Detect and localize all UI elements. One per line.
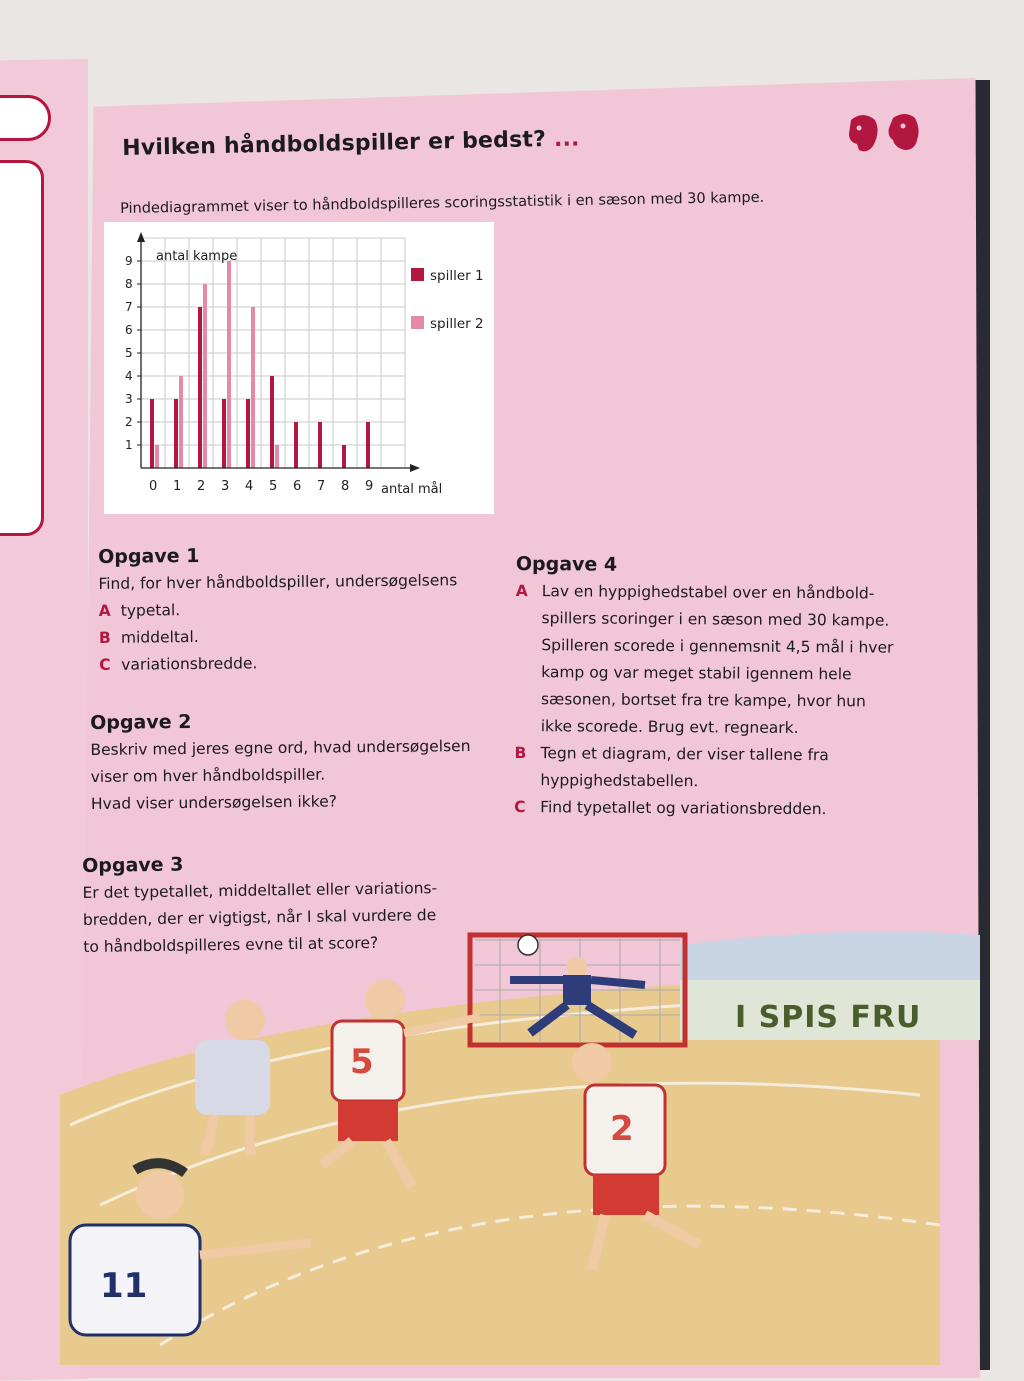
- x-axis-label: antal mål: [381, 482, 443, 497]
- task-4-title: Opgave 4: [515, 553, 618, 576]
- y-tick-label: 4: [125, 369, 133, 383]
- bar-spiller-1-5: [270, 376, 274, 468]
- chart-bars: [150, 261, 370, 468]
- bar-chart: [104, 222, 494, 514]
- task-2-line-2: viser om hver håndboldspiller.: [90, 765, 326, 786]
- y-tick-label: 2: [125, 415, 133, 429]
- task-4-item-a: [515, 578, 936, 743]
- task-1: [98, 541, 499, 679]
- x-tick-label: 0: [149, 479, 158, 494]
- left-page-box: [0, 160, 44, 536]
- task-4-b-line-2: hyppighedstabellen.: [540, 771, 699, 791]
- task-4-letter-a: A: [515, 581, 528, 601]
- bar-spiller-2-5: [275, 445, 279, 468]
- bar-spiller-1-3: [222, 399, 226, 468]
- chart-legend: [411, 268, 484, 332]
- task-2: [90, 707, 511, 818]
- bar-spiller-1-2: [198, 307, 202, 468]
- bar-spiller-1-0: [150, 399, 154, 468]
- title-dots: ...: [553, 126, 580, 152]
- task-4-a-line-1: Lav en hyppighedstabel over en håndbold-: [541, 582, 875, 603]
- banner-text: I SPIS FRU: [735, 1000, 922, 1035]
- y-tick-label: 7: [125, 300, 133, 314]
- legend-swatch: [411, 268, 424, 281]
- legend-label: spiller 1: [430, 268, 484, 284]
- intro-text: Pindediagrammet viser to håndboldspilleres scoringsstatistik i en sæson med 30 kampe.: [120, 189, 765, 217]
- spectators: [680, 932, 980, 980]
- task-4: [514, 552, 936, 824]
- shirt-number-5: 5: [350, 1042, 374, 1082]
- x-tick-label: 7: [317, 479, 326, 494]
- task-1-item-b: [99, 621, 499, 652]
- task-1-letter-b: B: [98, 628, 111, 647]
- title-text: Hvilken håndboldspiller er bedst?: [122, 127, 547, 161]
- y-tick-label: 1: [125, 438, 133, 452]
- task-3-title: Opgave 3: [82, 853, 184, 877]
- bar-spiller-2-0: [155, 445, 159, 468]
- y-tick-label: 3: [125, 392, 133, 406]
- task-1-item-c: [99, 648, 499, 679]
- bar-spiller-1-1: [174, 399, 178, 468]
- task-3-line-3: to håndboldspilleres evne til at score?: [83, 933, 379, 956]
- x-tick-label: 6: [293, 479, 302, 494]
- legend-label: spiller 2: [430, 316, 484, 332]
- task-4-a-line-3: Spilleren scorede i gennemsnit 4,5 mål i hver: [541, 636, 894, 657]
- y-tick-label: 9: [125, 254, 133, 268]
- x-tick-label: 2: [197, 479, 206, 494]
- task-2-line-1: Beskriv med jeres egne ord, hvad undersøgelsen: [90, 737, 471, 759]
- y-tick-label: 8: [125, 277, 133, 291]
- task-1-letter-a: A: [98, 601, 111, 620]
- task-1-item-a: [99, 594, 499, 625]
- bar-spiller-1-9: [366, 422, 370, 468]
- shirt-number-11: 11: [100, 1266, 148, 1306]
- handball-illustration: [40, 925, 980, 1365]
- talking-heads-icon: [843, 110, 923, 160]
- left-page-tab: [0, 95, 51, 141]
- task-4-letter-c: C: [514, 797, 526, 817]
- task-1-text-c: variationsbredde.: [121, 654, 258, 674]
- handball-ball: [518, 935, 538, 955]
- task-3-line-2: bredden, der er vigtigst, når I skal vurdere de: [82, 906, 437, 929]
- task-3-line-1: Er det typetallet, middeltallet eller variations-: [82, 879, 438, 902]
- task-4-b-line-1: Tegn et diagram, der viser tallene fra: [540, 744, 829, 765]
- x-tick-label: 4: [245, 479, 254, 494]
- task-4-item-b: [514, 740, 934, 797]
- bar-spiller-1-7: [318, 422, 322, 468]
- bar-spiller-1-4: [246, 399, 250, 468]
- bar-spiller-1-6: [294, 422, 298, 468]
- bar-spiller-2-2: [203, 284, 207, 468]
- bar-spiller-1-8: [342, 445, 346, 468]
- task-2-title: Opgave 2: [90, 710, 192, 734]
- y-axis-label: antal kampe: [156, 249, 238, 264]
- bar-spiller-2-3: [227, 261, 231, 468]
- task-1-text-a: typetal.: [120, 601, 181, 620]
- shirt-number-2: 2: [610, 1109, 634, 1149]
- bar-spiller-2-1: [179, 376, 183, 468]
- x-tick-label: 1: [173, 479, 182, 494]
- y-tick-label: 5: [125, 346, 133, 360]
- x-tick-label: 8: [341, 479, 350, 494]
- chart-svg: [104, 222, 494, 514]
- legend-swatch: [411, 316, 424, 329]
- x-tick-label: 5: [269, 479, 278, 494]
- y-tick-labels: [125, 254, 141, 452]
- task-1-letter-c: C: [99, 655, 111, 674]
- task-4-a-line-5: sæsonen, bortset fra tre kampe, hvor hun: [540, 690, 866, 711]
- task-1-text-b: middeltal.: [120, 627, 199, 647]
- bar-spiller-2-4: [251, 307, 255, 468]
- task-4-a-line-6: ikke scorede. Brug evt. regneark.: [540, 717, 799, 737]
- x-tick-label: 3: [221, 479, 230, 494]
- x-tick-label: 9: [365, 479, 374, 494]
- task-2-line-3: Hvad viser undersøgelsen ikke?: [90, 792, 338, 813]
- task-1-lead: Find, for hver håndboldspiller, undersøgelsens: [98, 571, 458, 593]
- task-4-c-line-1: Find typetallet og variationsbredden.: [540, 798, 827, 819]
- task-4-item-c: [514, 794, 934, 824]
- x-tick-labels: [149, 479, 373, 494]
- task-4-letter-b: B: [514, 743, 527, 763]
- y-tick-label: 6: [125, 323, 133, 337]
- task-4-a-line-2: spillers scoringer i en sæson med 30 kampe.: [541, 609, 890, 630]
- task-4-a-line-4: kamp og var meget stabil igennem hele: [541, 663, 852, 684]
- task-1-title: Opgave 1: [98, 544, 200, 568]
